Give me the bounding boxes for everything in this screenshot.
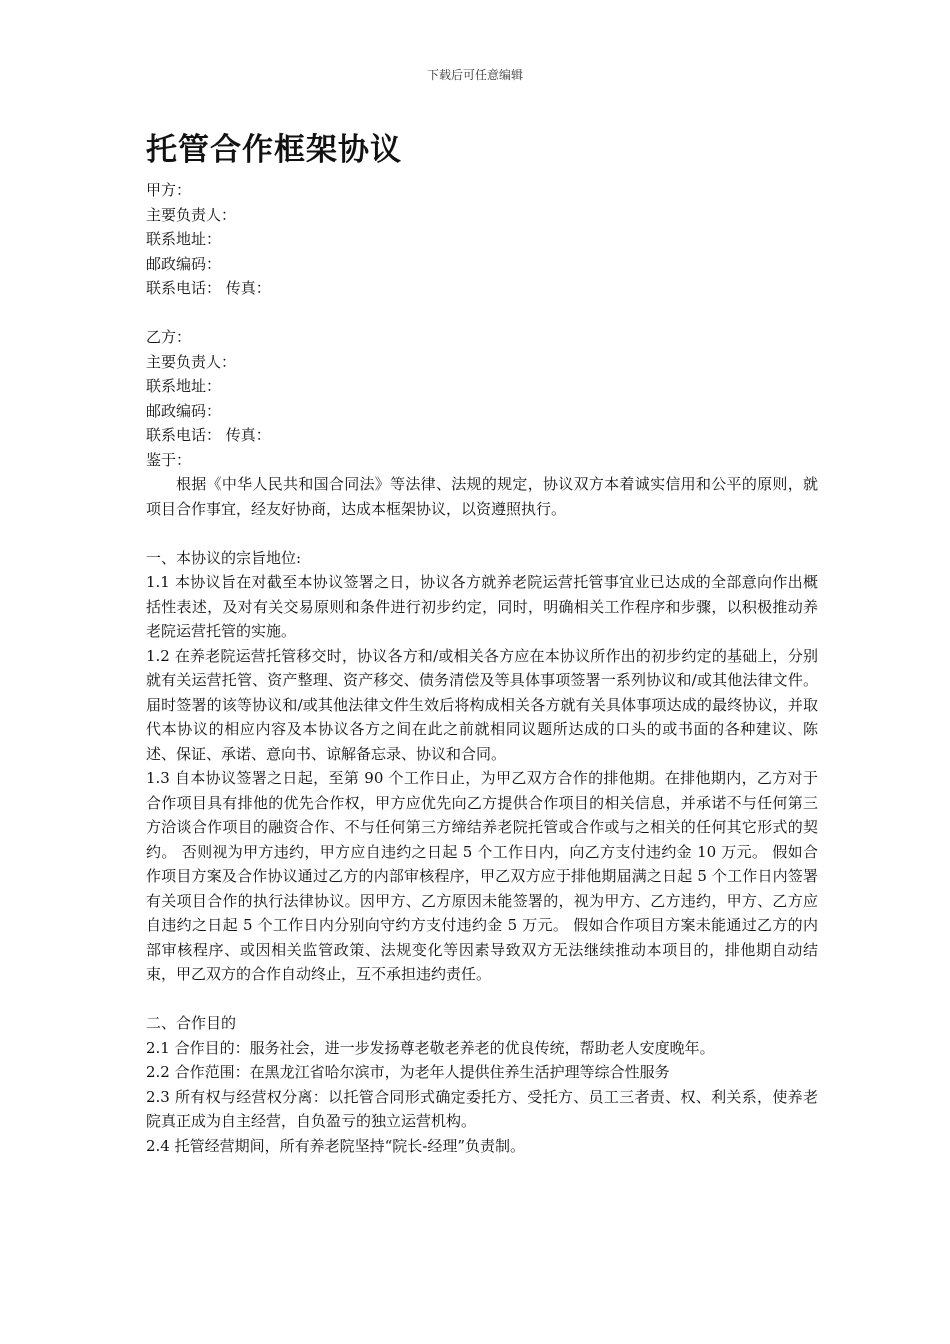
clause-1-1: 1.1 本协议旨在对截至本协议签署之日，协议各方就养老院运营托管事宜业已达成的全部意向作出概括性表述，及对有关交易原则和条件进行初步约定，同时，明确相关工作程序和步骤，以积极推动养老院运营托管的实施。 <box>146 573 818 640</box>
section-2-heading: 二、合作目的 <box>146 1014 237 1032</box>
party-a-block <box>146 178 818 301</box>
clause-2-4: 2.4 托管经营期间，所有养老院坚持“院长-经理”负责制。 <box>146 1136 526 1155</box>
whereas-paragraph: 根据《中华人民共和国合同法》等法律、法规的规定，协议双方本着诚实信用和公平的原则，就项目合作事宜，经友好协商，达成本框架协议，以资遵照执行。 <box>146 475 818 518</box>
clause-2-2: 2.2 合作范围：在黑龙江省哈尔滨市，为老年人提供住养生活护理等综合性服务 <box>146 1063 670 1081</box>
party-a-person: 主要负责人： <box>146 205 237 224</box>
spacer <box>146 301 818 326</box>
party-b-label: 乙方： <box>146 328 192 346</box>
party-a-address: 联系地址： <box>146 230 222 248</box>
section-1 <box>146 546 818 987</box>
document-body <box>146 128 818 1158</box>
party-b-postcode: 邮政编码： <box>146 401 222 420</box>
party-b-person: 主要负责人： <box>146 352 237 371</box>
page-header-note: 下载后可任意编辑 <box>426 68 523 82</box>
clause-1-3: 1.3 自本协议签署之日起，至第 90 个工作日止，为甲乙双方合作的排他期。在排他期内，乙方对于合作项目具有排他的优先合作权，甲方应优先向乙方提供合作项目的相关信息，并承诺不与任何第三方洽谈合作项目的融资合作、不与任何第三方缔结养老院托管或合作或与之相关的任何其它形式的契约。 否则视为甲方违约，甲方应自违约之日起 5 个工作日内，向乙方支付违约金 10 万元。 假如合作项目方案及合作协议通过乙方的内部审核程序，甲乙双方应于排他期届满之日起 5 个工作日内签署有关项目合作的执行法律协议。因甲方、乙方原因未能签署的，视为甲方、乙方违约，甲方、乙方应自违约之日起 5 个工作日内分别向守约方支付违约金 5 万元。 假如合作项目方案未能通过乙方的内部审核程序、或因相关监管政策、法规变化等因素导致双方无法继续推动本项目的，排他期自动结束，甲乙双方的合作自动终止，互不承担违约责任。 <box>146 769 818 983</box>
section-1-heading: 一、本协议的宗旨地位: <box>146 548 302 567</box>
clause-2-3: 2.3 所有权与经营权分离：以托管合同形式确定委托方、受托方、员工三者责、权、利关系，使养老院真正成为自主经营，自负盈亏的独立运营机构。 <box>146 1087 818 1130</box>
clause-2-1: 2.1 合作目的：服务社会，进一步发扬尊老敬老养老的优良传统，帮助老人安度晚年。 <box>146 1038 715 1057</box>
document-title: 托管合作框架协议 <box>146 132 402 168</box>
section-2 <box>146 1011 818 1158</box>
whereas-label: 鉴于： <box>146 450 192 469</box>
spacer <box>146 521 818 546</box>
party-b-address: 联系地址： <box>146 377 222 395</box>
spacer <box>146 987 818 1012</box>
clause-1-2: 1.2 在养老院运营托管移交时，协议各方和/或相关各方应在本协议所作出的初步约定的基础上，分别就有关运营托管、资产整理、资产移交、债务清偿及等具体事项签署一系列协议和/或其他法律文件。届时签署的该等协议和/或其他法律文件生效后将构成相关各方就有关具体事项达成的最终协议，并取代本协议的相应内容及本协议各方之间在此之前就相同议题所达成的口头的或书面的各种建议、陈述、保证、承诺、意向书、谅解备忘录、协议和合同。 <box>146 646 818 763</box>
party-b-block <box>146 325 818 448</box>
party-a-postcode: 邮政编码： <box>146 254 222 273</box>
party-a-phone-fax: 联系电话： 传真： <box>146 279 271 297</box>
party-a-label: 甲方： <box>146 181 192 199</box>
party-b-phone-fax: 联系电话： 传真： <box>146 426 271 444</box>
